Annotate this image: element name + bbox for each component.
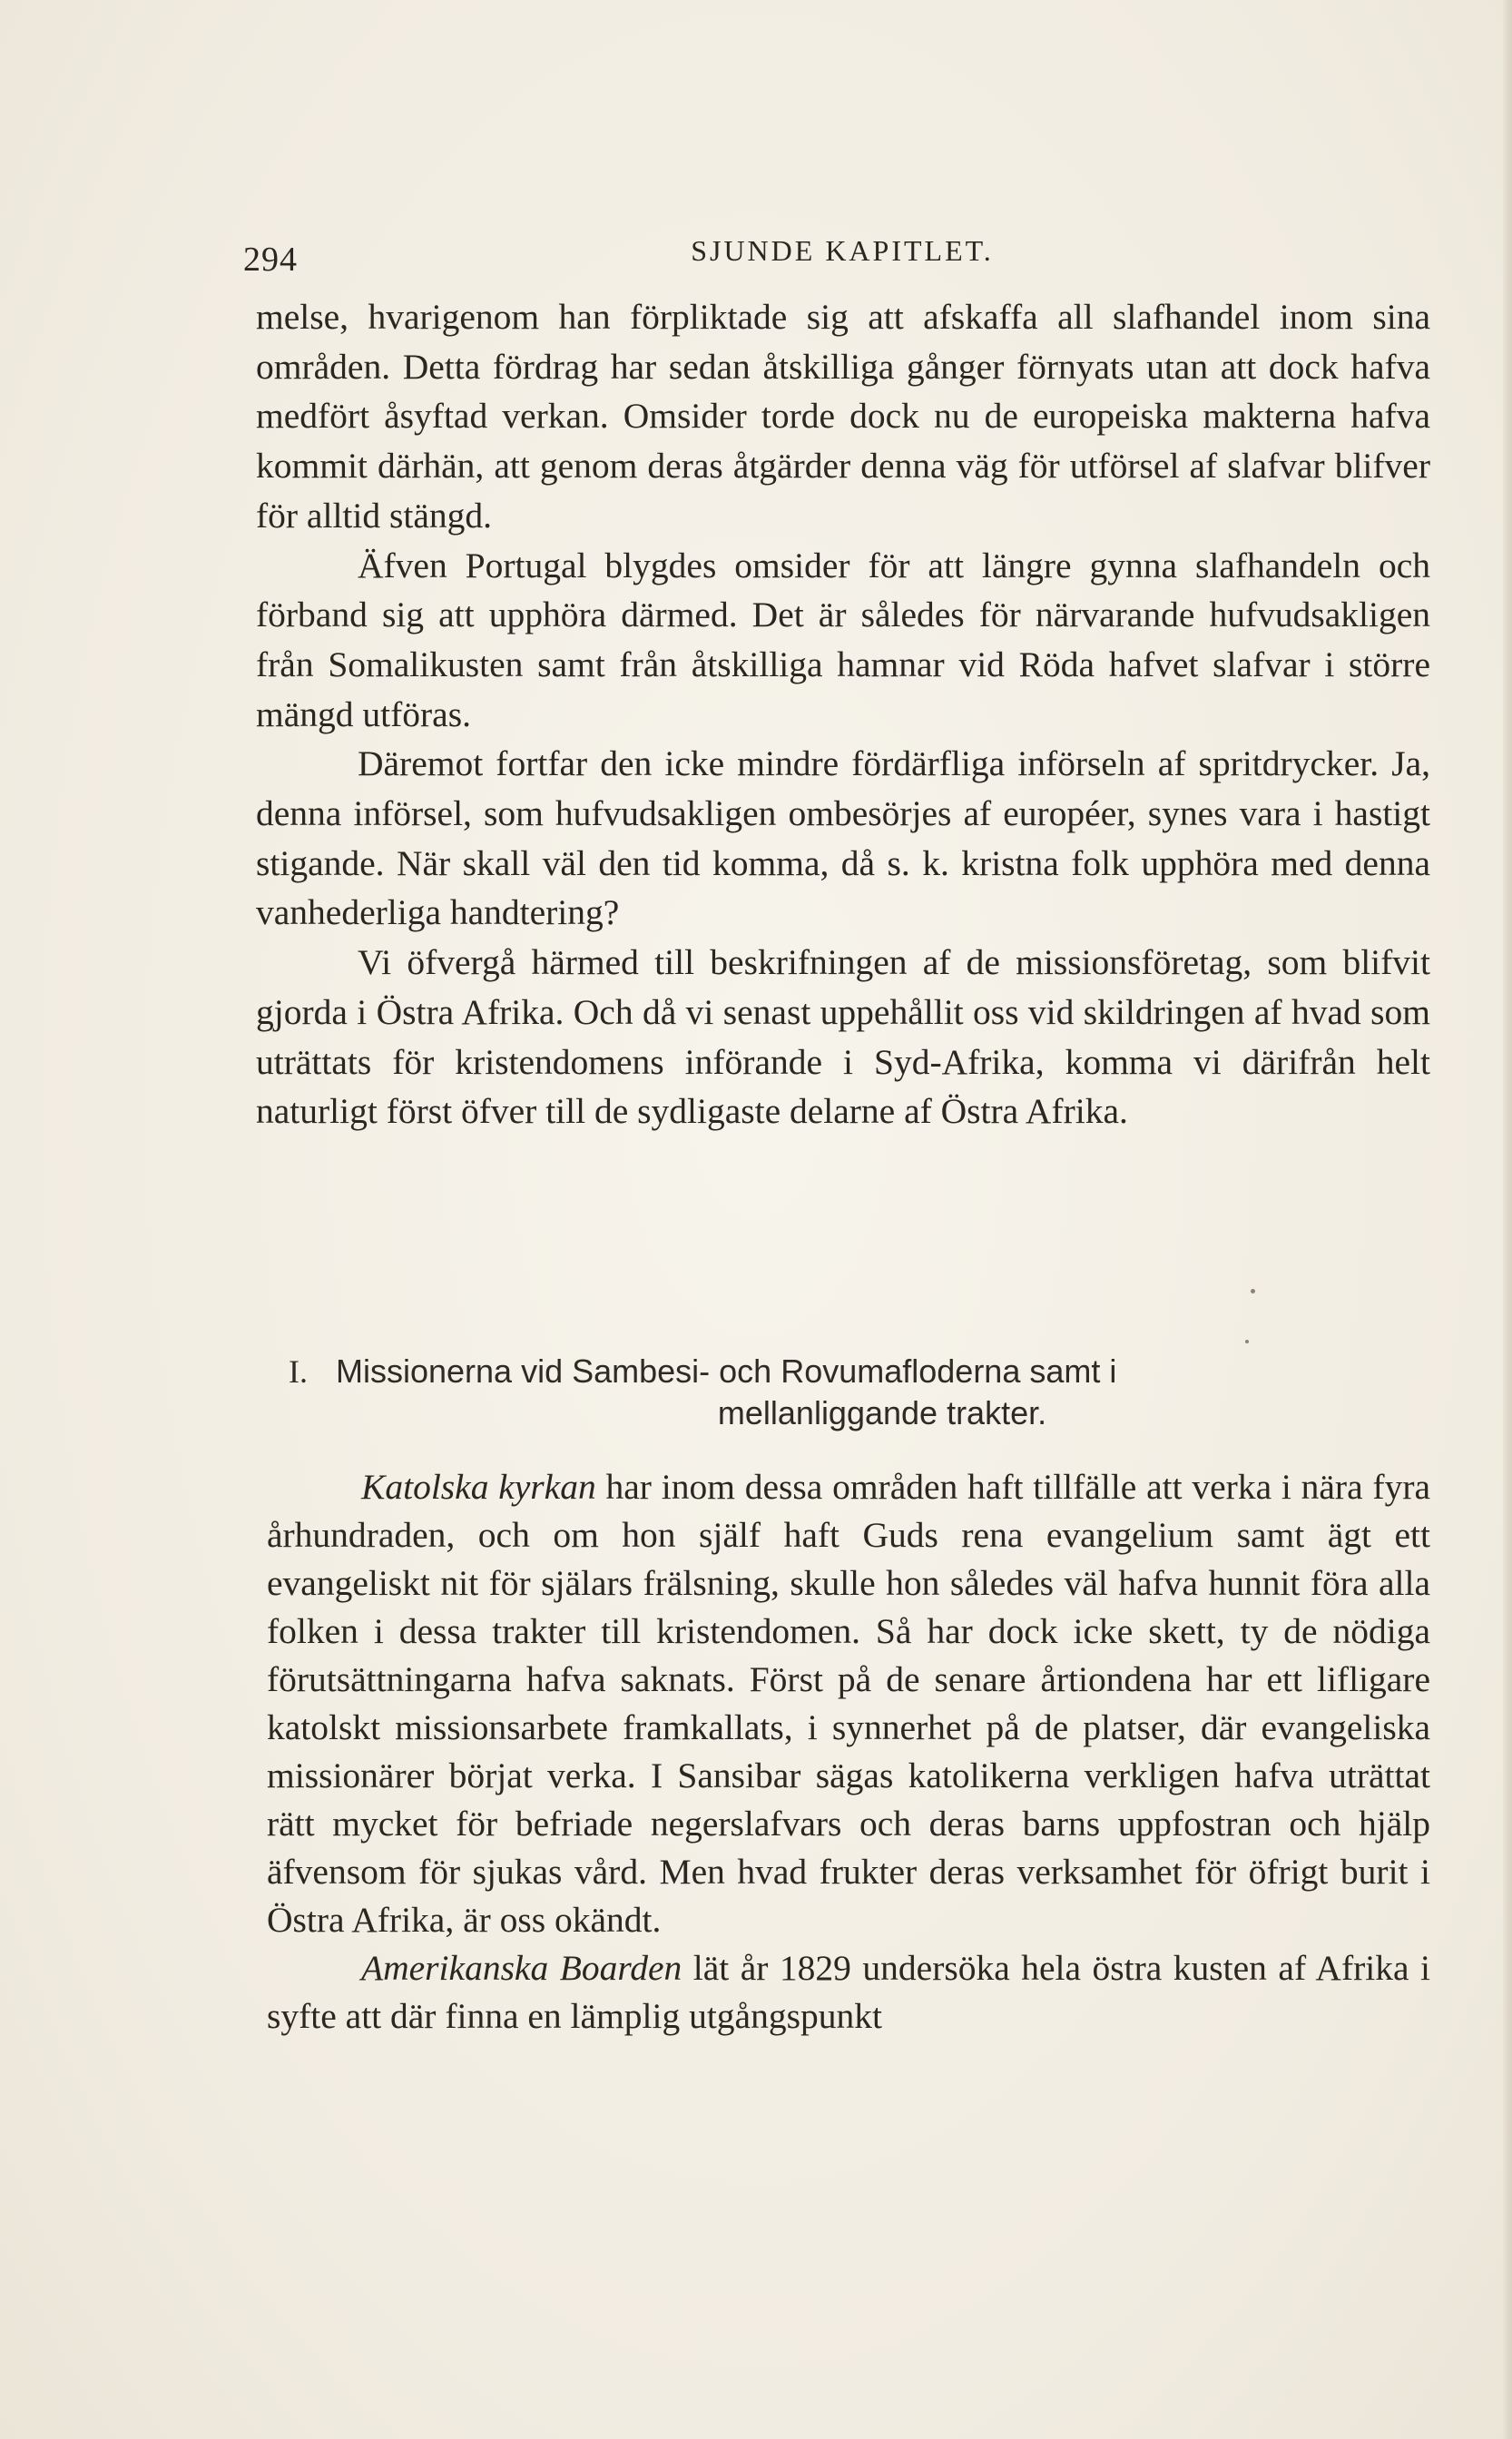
- paragraph-missionsforetag: Vi öfvergå härmed till beskrifningen af de missionsföretag, som blifvit gjorda i Östra Afrika. Och då vi senast uppehållit oss vid skildringen af hvad som uträttats för kristendomens införande i Syd-Afrika, komma vi därifrån helt naturligt först öfver till de sydligaste delarne af Östra Afrika.: [256, 942, 1430, 1132]
- paragraph-amerikanska: [267, 1944, 1430, 2041]
- paragraph-amerikanska-lead: Amerikanska Boarden: [361, 1948, 682, 1988]
- paragraph-spritdrycker: Däremot fortfar den icke mindre fördärfliga införseln af spritdrycker. Ja, denna införsel, som hufvudsakligen ombesörjes af européer, synes vara i hastigt stigande. När skall väl den tid komma, då s. k. kristna folk upphöra med denna vanhederliga handtering?: [256, 743, 1430, 933]
- paragraph-portugal: Äfven Portugal blygdes omsider för att längre gynna slafhandeln och förband sig att upphöra därmed. Det är således för närvarande hufvudsakligen från Somalikusten samt från åtskilliga hamnar vid Röda hafvet slafvar i större mängd utföras.: [256, 545, 1430, 734]
- paragraph-katolska-rest: har inom dessa områden haft tillfälle att verka i nära fyra århundraden, och om hon själf haft Guds rena evangelium samt ägt ett evangeliskt nit för själars frälsning, skulle hon således väl hafva hunnit föra alla folken i dessa trakter till kristendomen. Så har dock icke skett, ty de nödiga förutsättningarna hafva saknats. Först på de senare årtiondena har ett lifligare katolskt missionsarbete framkallats, i synnerhet på de platser, där evangeliska missionärer börjat verka. I Sansibar sägas katolikerna verkligen hafva uträttat rätt mycket för befriade negerslafvars och deras barns uppfostran och hjälp äfvensom för sjukas vård. Men hvad frukter deras verksamhet för öfrigt burit i Östra Afrika, är oss okändt.: [267, 1467, 1431, 1940]
- running-head: SJUNDE KAPITLET.: [691, 234, 994, 267]
- paragraph-amerikanska-rest: lät år 1829 undersöka hela östra kusten af Afrika i syfte att där finna en lämplig utgångspunkt: [267, 1948, 1430, 2036]
- section-number: I.: [289, 1353, 308, 1390]
- body-text-section: [267, 1463, 1430, 2041]
- page-header: [243, 234, 1441, 280]
- page-edge: [1503, 0, 1512, 2439]
- section-title-line2: mellanliggande trakter.: [717, 1394, 1047, 1431]
- paragraph-katolska: [267, 1463, 1430, 1944]
- section-title-line1: Missionerna vid Sambesi- och Rovumafloderna samt i: [336, 1352, 1117, 1390]
- paper-speck: [1245, 1340, 1249, 1343]
- body-text-top: [256, 292, 1430, 1136]
- paper-speck: [1251, 1289, 1255, 1293]
- section-heading: [289, 1351, 1430, 1434]
- page-number: 294: [243, 241, 298, 279]
- paragraph-katolska-lead: Katolska kyrkan: [361, 1467, 596, 1507]
- paragraph-continuation: melse, hvarigenom han förpliktade sig att afskaffa all slafhandel inom sina områden. Detta fördrag har sedan åtskilliga gånger förnyats utan att dock hafva medfört åsyftad verkan. Omsider torde dock nu de europeiska makterna hafva kommit därhän, att genom deras åtgärder denna väg för utförsel af slafvar blifver för alltid stängd.: [256, 297, 1430, 536]
